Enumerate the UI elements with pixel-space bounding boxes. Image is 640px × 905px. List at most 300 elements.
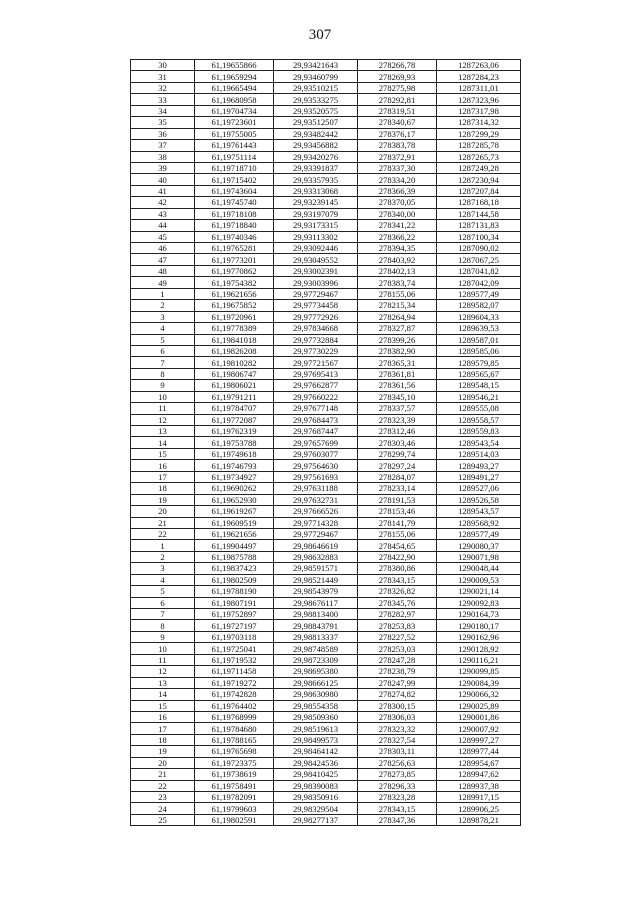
point-number-cell: 17 bbox=[131, 471, 195, 482]
coordinate-2-cell: 29,98554358 bbox=[274, 700, 358, 711]
table-row bbox=[131, 540, 521, 551]
coordinate-4-cell: 1287067,25 bbox=[437, 254, 521, 265]
coordinate-3-cell: 278340,00 bbox=[358, 208, 437, 219]
table-row bbox=[131, 357, 521, 368]
coordinate-2-cell: 29,97729467 bbox=[274, 288, 358, 299]
point-number-cell: 16 bbox=[131, 711, 195, 722]
table-row bbox=[131, 757, 521, 768]
coordinate-1-cell: 61,19806747 bbox=[195, 368, 274, 379]
coordinate-2-cell: 29,98723309 bbox=[274, 654, 358, 665]
coordinate-4-cell: 1287323,96 bbox=[437, 94, 521, 105]
coordinate-3-cell: 278361,81 bbox=[358, 368, 437, 379]
coordinate-1-cell: 61,19755005 bbox=[195, 128, 274, 139]
coordinate-1-cell: 61,19753788 bbox=[195, 437, 274, 448]
table-row bbox=[131, 551, 521, 562]
coordinate-4-cell: 1289491,27 bbox=[437, 471, 521, 482]
coordinate-2-cell: 29,97687447 bbox=[274, 426, 358, 437]
coordinate-3-cell: 278273,85 bbox=[358, 769, 437, 780]
point-number-cell: 9 bbox=[131, 631, 195, 642]
coordinate-2-cell: 29,93533275 bbox=[274, 94, 358, 105]
coordinate-1-cell: 61,19904497 bbox=[195, 540, 274, 551]
point-number-cell: 39 bbox=[131, 162, 195, 173]
coordinate-4-cell: 1287230,94 bbox=[437, 174, 521, 185]
table-row bbox=[131, 323, 521, 334]
coordinate-4-cell: 1289577,49 bbox=[437, 528, 521, 539]
coordinate-1-cell: 61,19751114 bbox=[195, 151, 274, 162]
coordinate-2-cell: 29,97730229 bbox=[274, 345, 358, 356]
page-number: 307 bbox=[308, 27, 332, 43]
coordinate-3-cell: 278372,91 bbox=[358, 151, 437, 162]
coordinate-2-cell: 29,97684473 bbox=[274, 414, 358, 425]
coordinate-2-cell: 29,97729467 bbox=[274, 528, 358, 539]
coordinate-3-cell: 278191,53 bbox=[358, 494, 437, 505]
coordinate-1-cell: 61,19609519 bbox=[195, 517, 274, 528]
coordinate-4-cell: 1290084,39 bbox=[437, 677, 521, 688]
coordinate-1-cell: 61,19770862 bbox=[195, 265, 274, 276]
coordinate-1-cell: 61,19765281 bbox=[195, 243, 274, 254]
coordinate-2-cell: 29,98591571 bbox=[274, 563, 358, 574]
table-row bbox=[131, 814, 521, 825]
coordinate-4-cell: 1287285,78 bbox=[437, 140, 521, 151]
coordinate-3-cell: 278366,39 bbox=[358, 185, 437, 196]
point-number-cell: 4 bbox=[131, 574, 195, 585]
coordinate-2-cell: 29,98499573 bbox=[274, 734, 358, 745]
table-row bbox=[131, 689, 521, 700]
coordinate-3-cell: 278345,76 bbox=[358, 597, 437, 608]
point-number-cell: 23 bbox=[131, 792, 195, 803]
coordinate-2-cell: 29,98676117 bbox=[274, 597, 358, 608]
coordinate-1-cell: 61,19652930 bbox=[195, 494, 274, 505]
coordinate-2-cell: 29,93391837 bbox=[274, 162, 358, 173]
point-number-cell: 18 bbox=[131, 483, 195, 494]
coordinate-2-cell: 29,98666125 bbox=[274, 677, 358, 688]
point-number-cell: 48 bbox=[131, 265, 195, 276]
coordinate-4-cell: 1289906,25 bbox=[437, 803, 521, 814]
coordinate-3-cell: 278365,31 bbox=[358, 357, 437, 368]
point-number-cell: 18 bbox=[131, 734, 195, 745]
point-number-cell: 5 bbox=[131, 334, 195, 345]
coordinate-1-cell: 61,19659294 bbox=[195, 71, 274, 82]
table-row bbox=[131, 128, 521, 139]
coordinate-2-cell: 29,98630980 bbox=[274, 689, 358, 700]
coordinate-4-cell: 1290092,83 bbox=[437, 597, 521, 608]
coordinate-4-cell: 1290116,21 bbox=[437, 654, 521, 665]
table-row bbox=[131, 105, 521, 116]
coordinate-1-cell: 61,19621656 bbox=[195, 528, 274, 539]
table-row bbox=[131, 174, 521, 185]
point-number-cell: 20 bbox=[131, 757, 195, 768]
coordinate-3-cell: 278256,63 bbox=[358, 757, 437, 768]
coordinate-3-cell: 278233,14 bbox=[358, 483, 437, 494]
point-number-cell: 49 bbox=[131, 277, 195, 288]
coordinate-4-cell: 1289555,08 bbox=[437, 403, 521, 414]
coordinate-4-cell: 1287317,98 bbox=[437, 105, 521, 116]
table-row bbox=[131, 391, 521, 402]
coordinate-1-cell: 61,19745740 bbox=[195, 197, 274, 208]
coordinate-4-cell: 1290180,17 bbox=[437, 620, 521, 631]
table-row bbox=[131, 243, 521, 254]
coordinate-4-cell: 1289579,85 bbox=[437, 357, 521, 368]
coordinate-4-cell: 1289587,01 bbox=[437, 334, 521, 345]
point-number-cell: 14 bbox=[131, 437, 195, 448]
point-number-cell: 10 bbox=[131, 643, 195, 654]
coordinate-2-cell: 29,97662877 bbox=[274, 380, 358, 391]
coordinate-3-cell: 278238,79 bbox=[358, 666, 437, 677]
coordinate-1-cell: 61,19749618 bbox=[195, 448, 274, 459]
point-number-cell: 22 bbox=[131, 780, 195, 791]
coordinate-4-cell: 1290009,53 bbox=[437, 574, 521, 585]
coordinate-3-cell: 278155,06 bbox=[358, 288, 437, 299]
coordinate-2-cell: 29,98646619 bbox=[274, 540, 358, 551]
point-number-cell: 17 bbox=[131, 723, 195, 734]
coordinate-2-cell: 29,97631188 bbox=[274, 483, 358, 494]
coordinate-2-cell: 29,98748589 bbox=[274, 643, 358, 654]
coordinate-3-cell: 278326,82 bbox=[358, 586, 437, 597]
table-row bbox=[131, 483, 521, 494]
coordinate-3-cell: 278300,15 bbox=[358, 700, 437, 711]
coordinate-3-cell: 278402,13 bbox=[358, 265, 437, 276]
coordinate-2-cell: 29,98390083 bbox=[274, 780, 358, 791]
coordinate-3-cell: 278323,32 bbox=[358, 723, 437, 734]
coordinate-2-cell: 29,93421643 bbox=[274, 60, 358, 71]
point-number-cell: 19 bbox=[131, 746, 195, 757]
point-number-cell: 14 bbox=[131, 689, 195, 700]
point-number-cell: 12 bbox=[131, 666, 195, 677]
table-row bbox=[131, 185, 521, 196]
coordinate-1-cell: 61,19841018 bbox=[195, 334, 274, 345]
table-row bbox=[131, 334, 521, 345]
coordinate-2-cell: 29,93460799 bbox=[274, 71, 358, 82]
coordinate-2-cell: 29,93092446 bbox=[274, 243, 358, 254]
coordinate-2-cell: 29,97657699 bbox=[274, 437, 358, 448]
table-row bbox=[131, 677, 521, 688]
coordinate-4-cell: 1289558,57 bbox=[437, 414, 521, 425]
point-number-cell: 37 bbox=[131, 140, 195, 151]
point-number-cell: 43 bbox=[131, 208, 195, 219]
coordinate-4-cell: 1287100,34 bbox=[437, 231, 521, 242]
table-row bbox=[131, 563, 521, 574]
coordinate-3-cell: 278299,74 bbox=[358, 448, 437, 459]
coordinate-3-cell: 278345,10 bbox=[358, 391, 437, 402]
coordinate-3-cell: 278399,26 bbox=[358, 334, 437, 345]
coordinate-2-cell: 29,97834668 bbox=[274, 323, 358, 334]
coordinate-4-cell: 1289559,83 bbox=[437, 426, 521, 437]
coordinate-4-cell: 1289493,27 bbox=[437, 460, 521, 471]
point-number-cell: 12 bbox=[131, 414, 195, 425]
coordinate-3-cell: 278155,06 bbox=[358, 528, 437, 539]
coordinate-3-cell: 278327,87 bbox=[358, 323, 437, 334]
coordinate-3-cell: 278282,97 bbox=[358, 609, 437, 620]
coordinate-1-cell: 61,19703118 bbox=[195, 631, 274, 642]
coordinate-3-cell: 278266,78 bbox=[358, 60, 437, 71]
point-number-cell: 31 bbox=[131, 71, 195, 82]
point-number-cell: 38 bbox=[131, 151, 195, 162]
point-number-cell: 7 bbox=[131, 357, 195, 368]
coordinate-4-cell: 1287314,32 bbox=[437, 117, 521, 128]
point-number-cell: 2 bbox=[131, 300, 195, 311]
coordinate-3-cell: 278306,03 bbox=[358, 711, 437, 722]
coordinate-2-cell: 29,97695413 bbox=[274, 368, 358, 379]
point-number-cell: 20 bbox=[131, 506, 195, 517]
table-row bbox=[131, 792, 521, 803]
coordinate-1-cell: 61,19784707 bbox=[195, 403, 274, 414]
coordinate-1-cell: 61,19752897 bbox=[195, 609, 274, 620]
coordinate-3-cell: 278394,35 bbox=[358, 243, 437, 254]
point-number-cell: 34 bbox=[131, 105, 195, 116]
coordinate-2-cell: 29,98519613 bbox=[274, 723, 358, 734]
coordinate-2-cell: 29,98543979 bbox=[274, 586, 358, 597]
coordinate-3-cell: 278376,17 bbox=[358, 128, 437, 139]
coordinate-3-cell: 278253,83 bbox=[358, 620, 437, 631]
coordinate-3-cell: 278343,15 bbox=[358, 803, 437, 814]
table-row bbox=[131, 700, 521, 711]
point-number-cell: 24 bbox=[131, 803, 195, 814]
table-row bbox=[131, 631, 521, 642]
coordinate-1-cell: 61,19719532 bbox=[195, 654, 274, 665]
point-number-cell: 42 bbox=[131, 197, 195, 208]
coordinate-4-cell: 1289585,06 bbox=[437, 345, 521, 356]
coordinate-3-cell: 278337,30 bbox=[358, 162, 437, 173]
coordinate-1-cell: 61,19807191 bbox=[195, 597, 274, 608]
coordinate-2-cell: 29,97732884 bbox=[274, 334, 358, 345]
coordinate-1-cell: 61,19875788 bbox=[195, 551, 274, 562]
coordinate-4-cell: 1289546,21 bbox=[437, 391, 521, 402]
coordinate-3-cell: 278296,33 bbox=[358, 780, 437, 791]
coordinate-3-cell: 278297,24 bbox=[358, 460, 437, 471]
table-row bbox=[131, 311, 521, 322]
coordinate-3-cell: 278403,92 bbox=[358, 254, 437, 265]
coordinate-1-cell: 61,19734927 bbox=[195, 471, 274, 482]
coordinate-3-cell: 278383,78 bbox=[358, 140, 437, 151]
coordinate-3-cell: 278361,56 bbox=[358, 380, 437, 391]
coordinate-1-cell: 61,19619267 bbox=[195, 506, 274, 517]
coordinate-1-cell: 61,19799603 bbox=[195, 803, 274, 814]
table-row bbox=[131, 780, 521, 791]
table-row bbox=[131, 380, 521, 391]
coordinate-3-cell: 278337,57 bbox=[358, 403, 437, 414]
point-number-cell: 1 bbox=[131, 540, 195, 551]
point-number-cell: 46 bbox=[131, 243, 195, 254]
coordinate-2-cell: 29,93420276 bbox=[274, 151, 358, 162]
coordinate-1-cell: 61,19718108 bbox=[195, 208, 274, 219]
coordinate-4-cell: 1290048,44 bbox=[437, 563, 521, 574]
coordinate-3-cell: 278153,46 bbox=[358, 506, 437, 517]
coordinate-1-cell: 61,19826208 bbox=[195, 345, 274, 356]
coordinate-4-cell: 1287284,23 bbox=[437, 71, 521, 82]
coordinate-3-cell: 278370,05 bbox=[358, 197, 437, 208]
coordinate-1-cell: 61,19762319 bbox=[195, 426, 274, 437]
table-row bbox=[131, 803, 521, 814]
table-row bbox=[131, 643, 521, 654]
coordinate-1-cell: 61,19738619 bbox=[195, 769, 274, 780]
coordinate-3-cell: 278227,52 bbox=[358, 631, 437, 642]
point-number-cell: 13 bbox=[131, 677, 195, 688]
coordinate-1-cell: 61,19837423 bbox=[195, 563, 274, 574]
coordinate-4-cell: 1289543,54 bbox=[437, 437, 521, 448]
coordinate-4-cell: 1289568,92 bbox=[437, 517, 521, 528]
coordinate-1-cell: 61,19675852 bbox=[195, 300, 274, 311]
coordinate-3-cell: 278264,94 bbox=[358, 311, 437, 322]
coordinate-1-cell: 61,19725041 bbox=[195, 643, 274, 654]
table-row bbox=[131, 71, 521, 82]
point-number-cell: 16 bbox=[131, 460, 195, 471]
coordinate-3-cell: 278341,22 bbox=[358, 220, 437, 231]
point-number-cell: 3 bbox=[131, 311, 195, 322]
point-number-cell: 22 bbox=[131, 528, 195, 539]
coordinate-1-cell: 61,19718840 bbox=[195, 220, 274, 231]
table-row bbox=[131, 528, 521, 539]
coordinate-2-cell: 29,93510215 bbox=[274, 82, 358, 93]
coordinate-4-cell: 1290162,96 bbox=[437, 631, 521, 642]
coordinate-1-cell: 61,19711458 bbox=[195, 666, 274, 677]
coordinate-3-cell: 278253,03 bbox=[358, 643, 437, 654]
coordinate-2-cell: 29,98464142 bbox=[274, 746, 358, 757]
coordinate-4-cell: 1289639,53 bbox=[437, 323, 521, 334]
point-number-cell: 47 bbox=[131, 254, 195, 265]
coordinate-4-cell: 1290071,98 bbox=[437, 551, 521, 562]
coordinate-3-cell: 278422,90 bbox=[358, 551, 437, 562]
table-row bbox=[131, 460, 521, 471]
coordinate-2-cell: 29,98632883 bbox=[274, 551, 358, 562]
table-row bbox=[131, 220, 521, 231]
coordinate-3-cell: 278347,36 bbox=[358, 814, 437, 825]
point-number-cell: 41 bbox=[131, 185, 195, 196]
coordinate-2-cell: 29,93482442 bbox=[274, 128, 358, 139]
table-row bbox=[131, 288, 521, 299]
coordinate-3-cell: 278141,79 bbox=[358, 517, 437, 528]
coordinate-4-cell: 1289527,06 bbox=[437, 483, 521, 494]
coordinate-4-cell: 1287265,73 bbox=[437, 151, 521, 162]
point-number-cell: 11 bbox=[131, 403, 195, 414]
coordinate-3-cell: 278382,90 bbox=[358, 345, 437, 356]
table-row bbox=[131, 208, 521, 219]
coordinate-3-cell: 278247,99 bbox=[358, 677, 437, 688]
table-row bbox=[131, 368, 521, 379]
table-row bbox=[131, 666, 521, 677]
coordinate-2-cell: 29,97721567 bbox=[274, 357, 358, 368]
coordinate-3-cell: 278284,07 bbox=[358, 471, 437, 482]
point-number-cell: 45 bbox=[131, 231, 195, 242]
table-row bbox=[131, 654, 521, 665]
coordinate-1-cell: 61,19772087 bbox=[195, 414, 274, 425]
coordinate-2-cell: 29,97564630 bbox=[274, 460, 358, 471]
point-number-cell: 2 bbox=[131, 551, 195, 562]
coordinate-2-cell: 29,97772926 bbox=[274, 311, 358, 322]
coordinate-2-cell: 29,98424536 bbox=[274, 757, 358, 768]
coordinate-2-cell: 29,98277137 bbox=[274, 814, 358, 825]
coordinate-2-cell: 29,97660222 bbox=[274, 391, 358, 402]
coordinate-1-cell: 61,19723601 bbox=[195, 117, 274, 128]
point-number-cell: 15 bbox=[131, 700, 195, 711]
table-row bbox=[131, 300, 521, 311]
coordinate-2-cell: 29,97632731 bbox=[274, 494, 358, 505]
coordinate-4-cell: 1289565,67 bbox=[437, 368, 521, 379]
coordinate-1-cell: 61,19761443 bbox=[195, 140, 274, 151]
coordinate-1-cell: 61,19788165 bbox=[195, 734, 274, 745]
coordinate-4-cell: 1289977,44 bbox=[437, 746, 521, 757]
coordinate-4-cell: 1290025,89 bbox=[437, 700, 521, 711]
table-row bbox=[131, 471, 521, 482]
coordinate-4-cell: 1289947,62 bbox=[437, 769, 521, 780]
coordinate-2-cell: 29,93456882 bbox=[274, 140, 358, 151]
coordinate-3-cell: 278292,81 bbox=[358, 94, 437, 105]
coordinate-2-cell: 29,93002391 bbox=[274, 265, 358, 276]
coordinate-3-cell: 278247,28 bbox=[358, 654, 437, 665]
coordinate-3-cell: 278383,74 bbox=[358, 277, 437, 288]
coordinate-1-cell: 61,19782091 bbox=[195, 792, 274, 803]
coordinate-4-cell: 1289514,03 bbox=[437, 448, 521, 459]
coordinate-2-cell: 29,98813337 bbox=[274, 631, 358, 642]
coordinate-3-cell: 278319,51 bbox=[358, 105, 437, 116]
coordinate-2-cell: 29,97677148 bbox=[274, 403, 358, 414]
point-number-cell: 32 bbox=[131, 82, 195, 93]
table-row bbox=[131, 586, 521, 597]
coordinate-3-cell: 278366,22 bbox=[358, 231, 437, 242]
coordinate-4-cell: 1287090,02 bbox=[437, 243, 521, 254]
coordinate-4-cell: 1289604,33 bbox=[437, 311, 521, 322]
coordinate-1-cell: 61,19768999 bbox=[195, 711, 274, 722]
table-row bbox=[131, 723, 521, 734]
coordinate-4-cell: 1287131,83 bbox=[437, 220, 521, 231]
coordinate-3-cell: 278323,28 bbox=[358, 792, 437, 803]
coordinate-2-cell: 29,93512507 bbox=[274, 117, 358, 128]
coordinate-4-cell: 1289582,07 bbox=[437, 300, 521, 311]
coordinate-4-cell: 1289917,15 bbox=[437, 792, 521, 803]
coordinate-1-cell: 61,19665494 bbox=[195, 82, 274, 93]
point-number-cell: 25 bbox=[131, 814, 195, 825]
coordinate-1-cell: 61,19746793 bbox=[195, 460, 274, 471]
coordinate-2-cell: 29,93049552 bbox=[274, 254, 358, 265]
table-row bbox=[131, 117, 521, 128]
coordinate-1-cell: 61,19704734 bbox=[195, 105, 274, 116]
point-number-cell: 3 bbox=[131, 563, 195, 574]
point-number-cell: 44 bbox=[131, 220, 195, 231]
coordinate-4-cell: 1287168,18 bbox=[437, 197, 521, 208]
coordinate-1-cell: 61,19773201 bbox=[195, 254, 274, 265]
coordinate-1-cell: 61,19621656 bbox=[195, 288, 274, 299]
coordinate-1-cell: 61,19718710 bbox=[195, 162, 274, 173]
coordinate-4-cell: 1290066,32 bbox=[437, 689, 521, 700]
coordinate-1-cell: 61,19727197 bbox=[195, 620, 274, 631]
coordinate-1-cell: 61,19715402 bbox=[195, 174, 274, 185]
table-row bbox=[131, 448, 521, 459]
coordinate-3-cell: 278327,54 bbox=[358, 734, 437, 745]
coordinate-4-cell: 1287299,29 bbox=[437, 128, 521, 139]
point-number-cell: 21 bbox=[131, 517, 195, 528]
coordinate-1-cell: 61,19743604 bbox=[195, 185, 274, 196]
point-number-cell: 30 bbox=[131, 60, 195, 71]
coordinate-1-cell: 61,19788190 bbox=[195, 586, 274, 597]
coordinate-3-cell: 278312,46 bbox=[358, 426, 437, 437]
table-row bbox=[131, 94, 521, 105]
coordinate-4-cell: 1289577,49 bbox=[437, 288, 521, 299]
table-row bbox=[131, 506, 521, 517]
coordinate-1-cell: 61,19754382 bbox=[195, 277, 274, 288]
table-row bbox=[131, 609, 521, 620]
table-row bbox=[131, 517, 521, 528]
coordinate-1-cell: 61,19765698 bbox=[195, 746, 274, 757]
coordinate-2-cell: 29,93113302 bbox=[274, 231, 358, 242]
point-number-cell: 8 bbox=[131, 620, 195, 631]
coordinate-3-cell: 278215,34 bbox=[358, 300, 437, 311]
coordinate-2-cell: 29,97561693 bbox=[274, 471, 358, 482]
coordinate-2-cell: 29,98509360 bbox=[274, 711, 358, 722]
coordinate-2-cell: 29,97714328 bbox=[274, 517, 358, 528]
coordinate-4-cell: 1290164,73 bbox=[437, 609, 521, 620]
coordinate-1-cell: 61,19723375 bbox=[195, 757, 274, 768]
coordinate-2-cell: 29,93313068 bbox=[274, 185, 358, 196]
coordinate-2-cell: 29,93173315 bbox=[274, 220, 358, 231]
